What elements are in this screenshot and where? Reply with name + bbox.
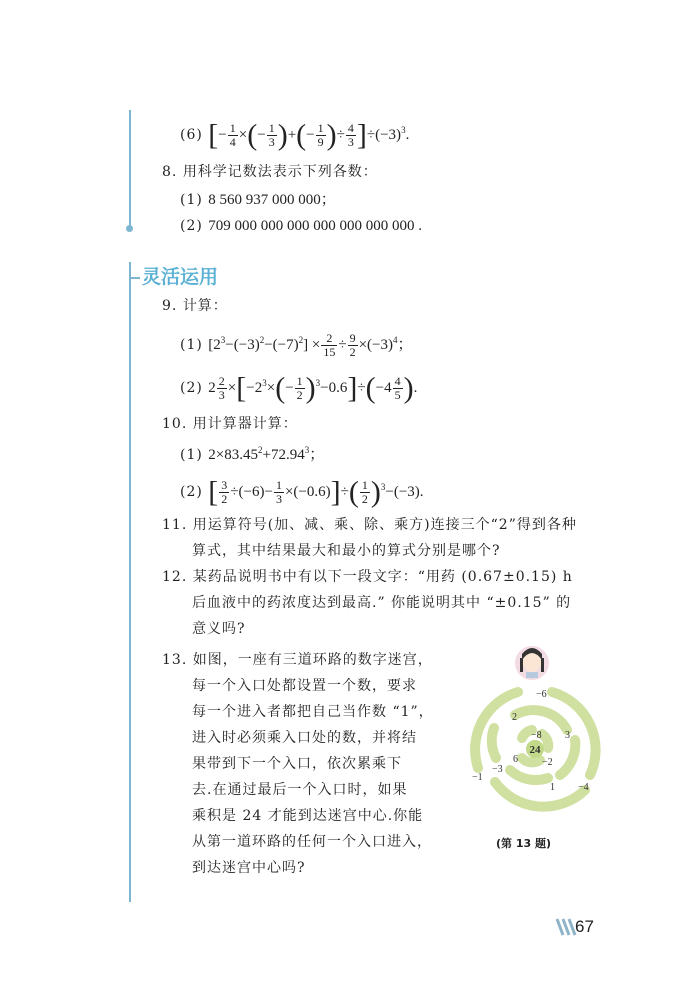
q8-part1 xyxy=(180,190,336,210)
part-label: (2) xyxy=(180,484,203,500)
q7-part6 xyxy=(180,118,410,152)
part-label: (2) xyxy=(180,218,203,234)
q11-line2 xyxy=(192,541,501,561)
margin-line-top xyxy=(129,110,131,228)
q13-line7 xyxy=(192,806,423,826)
q10-part2-expression: [ $\frac{3}{2}$ ÷(−6)− $\frac{1}{3}$ ×(−0.6)]÷( $\frac{1}{2}$ )$^3$−(−3). xyxy=(208,475,424,509)
question-text: 从第一道环路的任何一个入口进入， xyxy=(192,834,432,850)
question-text: 果带到下一个入口，依次累乘下 xyxy=(192,756,402,772)
section-title: 灵活运用 xyxy=(142,266,219,288)
question-text: 乘积是 24 才能到达迷宫中心.你能 xyxy=(192,808,424,824)
question-text: 进入时必须乘入口处的数，并将结 xyxy=(192,730,417,746)
q9-part1 xyxy=(180,330,413,359)
margin-line-dot xyxy=(126,225,133,232)
maze-number: −1 xyxy=(472,772,483,783)
question-number: 8. xyxy=(162,164,178,180)
question-text: 计算： xyxy=(182,298,228,314)
girl-avatar-icon xyxy=(515,646,549,680)
q13-line6 xyxy=(192,780,407,800)
question-text: 用计算器计算： xyxy=(192,416,298,432)
maze-number: 6 xyxy=(513,754,518,765)
maze-number: −8 xyxy=(531,730,542,741)
question-text: 算式，其中结果最大和最小的算式分别是哪个? xyxy=(192,543,501,559)
q9-part1-expression: $[2^3-(-3)^2-(-7)^2]$ × $\frac{2}{15}$ ÷ $\frac{9}{2}$ $\times(-3)^4$； xyxy=(208,331,413,360)
figure-caption: (第 13 题) xyxy=(496,837,552,850)
question-text: 后血液中的药浓度达到最高.” 你能说明其中 “±0.15” 的 xyxy=(192,595,572,611)
question-number: 9. xyxy=(162,298,178,314)
question-text: 意义吗? xyxy=(192,621,246,637)
q13-line1 xyxy=(162,650,433,670)
q10 xyxy=(162,414,298,434)
q13-line9 xyxy=(192,858,306,878)
question-text: 每一个进入者都把自己当作数 “1”， xyxy=(192,704,434,720)
maze-number: −2 xyxy=(542,757,553,768)
maze-number: −6 xyxy=(536,689,547,700)
q7-part6-expression: [− $\frac{1}{4}$ ×(− $\frac{1}{3}$ )+(− $\frac{1}{9}$ )÷ $\frac{4}{3}$ ]$\div(-3)^3$. xyxy=(208,118,410,152)
q13-line4 xyxy=(192,728,417,748)
question-number: 12. xyxy=(162,569,188,585)
maze-number: −3 xyxy=(492,764,503,775)
q13-line5 xyxy=(192,754,402,774)
question-number: 13. xyxy=(162,652,188,668)
question-text: 某药品说明书中有以下一段文字：“用药 (0.67±0.15) h xyxy=(192,569,573,585)
maze-number: 1 xyxy=(550,782,555,793)
maze-figure xyxy=(460,640,610,820)
maze-number: 2 xyxy=(512,712,517,723)
q13-line8 xyxy=(192,832,432,852)
part-label: (1) xyxy=(180,192,203,208)
q11-line1 xyxy=(162,515,577,535)
q13-line2 xyxy=(192,676,417,696)
page-number: 67 xyxy=(575,917,594,936)
question-text: 用运算符号(加、减、乘、除、乘方)连接三个“2”得到各种 xyxy=(192,517,577,533)
section-heading xyxy=(130,262,218,289)
part-label: (2) xyxy=(180,380,203,396)
q12-line2 xyxy=(192,593,571,613)
question-text: 到达迷宫中心吗? xyxy=(192,860,306,876)
heading-tick xyxy=(130,277,140,279)
q10-part1 xyxy=(180,440,324,465)
q9-part2 xyxy=(180,371,418,405)
q8-part2 xyxy=(180,216,422,236)
maze-number: 3 xyxy=(565,730,570,741)
q10-part1-expression: $2\times 83.45^2+72.94^3$； xyxy=(208,445,325,463)
q9 xyxy=(162,296,228,316)
maze-center: 24 xyxy=(529,744,541,756)
part-text: 8 560 937 000 000； xyxy=(208,192,336,208)
margin-line-main xyxy=(129,262,131,902)
question-text: 如图，一座有三道环路的数字迷宫， xyxy=(192,652,433,668)
part-label: (1) xyxy=(180,337,203,353)
q8 xyxy=(162,162,378,182)
part-label: (6) xyxy=(180,127,203,143)
part-text: 709 000 000 000 000 000 000 000 . xyxy=(208,218,423,234)
q10-part2 xyxy=(180,475,424,509)
question-text: 每一个入口处都设置一个数，要求 xyxy=(192,678,417,694)
maze-number: −4 xyxy=(578,782,589,793)
q9-part2-expression: 2 $\frac{2}{3}$ $\times[-2^3\times(-$ $\frac{1}{2}$ )$^3$−0.6]÷(−4 $\frac{4}{5}$ ). xyxy=(208,371,418,405)
question-number: 10. xyxy=(162,416,188,432)
question-text: 去.在通过最后一个入口时，如果 xyxy=(192,782,408,798)
question-number: 11. xyxy=(162,517,188,533)
q12-line3 xyxy=(192,619,246,639)
part-label: (1) xyxy=(180,447,203,463)
q12-line1 xyxy=(162,567,573,587)
question-text: 用科学记数法表示下列各数： xyxy=(182,164,378,180)
q13-line3 xyxy=(192,702,434,722)
